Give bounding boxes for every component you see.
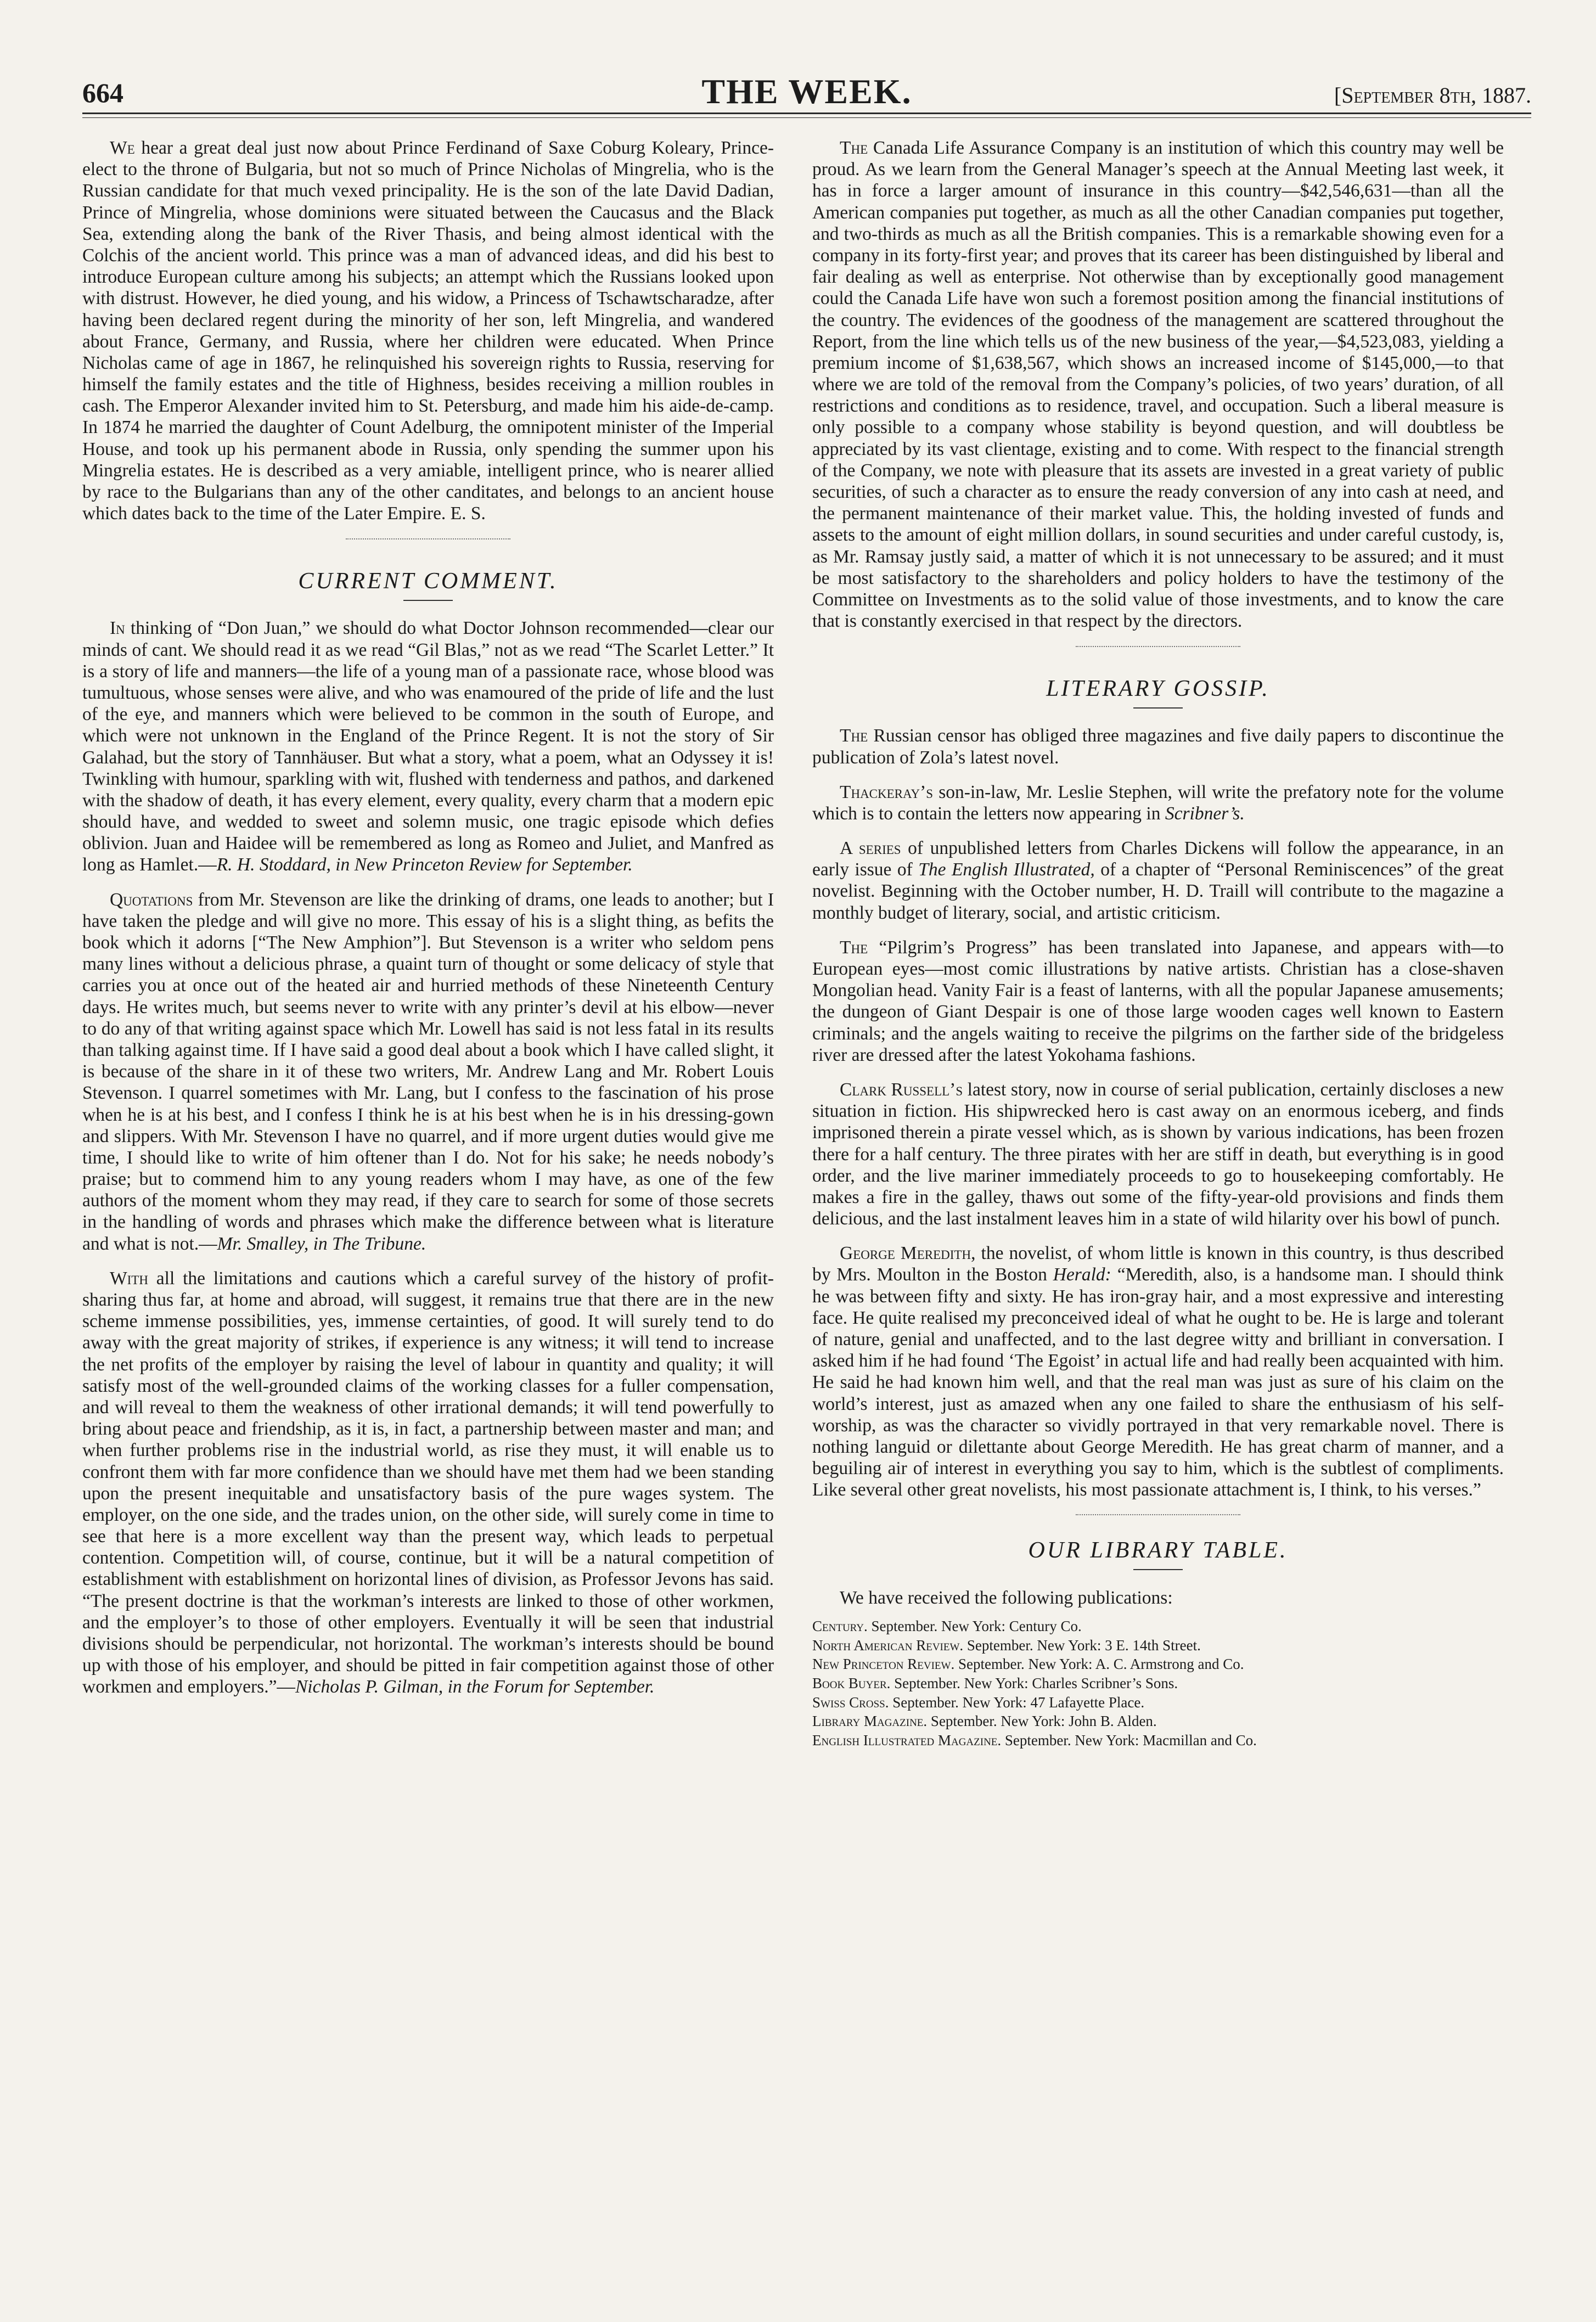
- comment-profit-sharing: [82, 1268, 774, 1698]
- publication-details: September. New York: 47 Lafayette Place.: [889, 1694, 1145, 1711]
- gossip-body: of unpublished letters from Charles Dickens will follow the appearance, in an early issue of: [812, 838, 1504, 880]
- publication-item: [812, 1712, 1504, 1731]
- publication-title: North American Review.: [812, 1637, 964, 1654]
- lead-word: We: [110, 138, 135, 158]
- publication-details: September. New York: 3 E. 14th Street.: [963, 1637, 1201, 1654]
- comment-body: from Mr. Stevenson are like the drinking of drams, one leads to another; but I have taken the pledge and will give no more. This essay of his is a slight thing, as befits the book which it adorns [“The New Amphion”]. But Stevenson is a writer who seldom pens many lines without a delicious phrase, a quaint turn of thought or some delicacy of style that carries you at once out of the heated air and hurried methods of these Nineteenth Century days. He writes much, but seems never to write with any printer’s devil at his elbow—never to do any of that writing against space which Mr. Lowell has said is not less fatal in its results than talking against time. If I have said a good deal about a book which I have called slight, it is because of the share in it of these two writers, Mr. Andrew Lang and Mr. Robert Louis Stevenson. I quarrel sometimes with Mr. Lang, but I confess to the fascination of his prose when he is at his best, and I confess I think he is at his best when he is in his dressing-gown and slippers. With Mr. Stevenson I have no quarrel, and if more urgent duties would give me time, I should like to write of him oftener than I do. Not for his sake; he needs nobody’s praise; but to commend him to any young readers whom I may have, as one of the few authors of the moment whom they may read, if they care to search for some of those secrets in the handling of words and phrases which make the difference between what is literature and what is not.—: [82, 889, 774, 1254]
- library-intro-text: have received the following publications:: [863, 1587, 1173, 1608]
- publication-title: Century.: [812, 1618, 868, 1635]
- comment-attribution: Nicholas P. Gilman, in the Forum for September.: [295, 1677, 655, 1697]
- publication-title: Library Magazine.: [812, 1713, 928, 1730]
- title-rule: [1133, 707, 1183, 709]
- publication-item: [812, 1636, 1504, 1655]
- section-title-library-table: OUR LIBRARY TABLE.: [1028, 1537, 1288, 1563]
- lead-word: The: [840, 138, 868, 158]
- lead-word: With: [110, 1268, 148, 1289]
- lead-word: Clark Russell’s: [840, 1079, 963, 1100]
- comment-stevenson: [82, 889, 774, 1255]
- publication-title: Book Buyer.: [812, 1675, 891, 1692]
- lead-word: The: [840, 937, 868, 958]
- lead-word: We: [840, 1587, 864, 1608]
- lead-word: A series: [840, 838, 901, 859]
- publication-details: September. New York: Charles Scribner’s Sons.: [890, 1675, 1178, 1692]
- left-column: [82, 137, 774, 1711]
- gossip-george-meredith: [812, 1242, 1504, 1500]
- comment-don-juan: [82, 617, 774, 875]
- comment-attribution: R. H. Stoddard, in New Princeton Review for September.: [216, 854, 633, 875]
- gossip-italic: The English Illustrated,: [918, 859, 1095, 880]
- gossip-body: “Pilgrim’s Progress” has been translated into Japanese, and appears with—to European eyes—most comic illustrations by native artists. Christian has a close-shaven Mongolian head. Vanity Fair is a feast of lanterns, with all the popular Japanese amusements; the dungeon of Giant Despair is one of those large wooden cages well known to Eastern criminals; and the angels waiting to receive the pilgrims on the farther side of the bridgeless river are dressed after the latest Yokohama fashions.: [812, 937, 1504, 1065]
- page-number: 664: [82, 77, 123, 108]
- gossip-body: son-in-law, Mr. Leslie Stephen, will write the prefatory note for the volume which is to contain the letters now appearing in: [812, 782, 1504, 824]
- lead-word: In: [110, 618, 125, 639]
- section-separator: [1076, 1514, 1240, 1515]
- gossip-italic: Scribner’s.: [1165, 803, 1245, 824]
- gossip-dickens: [812, 837, 1504, 924]
- journal-title: THE WEEK.: [701, 72, 912, 111]
- library-intro: [812, 1587, 1504, 1610]
- publication-title: Swiss Cross.: [812, 1694, 889, 1711]
- publication-item: [812, 1731, 1504, 1750]
- article-prince-nicholas: [82, 137, 774, 524]
- publication-title: New Princeton Review.: [812, 1656, 955, 1673]
- lead-word: Thackeray’s: [840, 782, 934, 802]
- gossip-body: the novelist, of whom little is known in this country, is thus described by Mrs. Moulton in the Boston: [812, 1243, 1504, 1285]
- title-rule: [403, 600, 453, 601]
- article-body: hear a great deal just now about Prince Ferdinand of Saxe Coburg Koleary, Prince-elect to the throne of Bulgaria, but not so much of Prince Nicholas of Mingrelia, who is the Russian candidate for that much vexed principality. He is the son of the late David Dadian, Prince of Mingrelia, whose dominions were situated between the Caucasus and the Black Sea, extending along the bank of the River Thasis, and being almost identical with the Colchis of the ancient world. This prince was a man of advanced ideas, and did his best to introduce European culture among his subjects; an attempt which the Russians looked upon with distrust. However, he died young, and his widow, a Princess of Tschawtscharadze, after having been declared regent during the minority of her son, left Mingrelia, and wandered about France, Germany, and Russia, where her children were educated. When Prince Nicholas came of age in 1867, he relinquished his sovereign rights to Russia, reserving for himself the family estates and the title of Highness, besides receiving a million roubles in cash. The Emperor Alexander invited him to St. Petersburg, and made him his aide-de-camp. In 1874 he married the daughter of Count Adelburg, the omnipotent minister of the Imperial House, and took up his permanent abode in Russia, only spending the summer upon his Mingrelia estates. He is described as a very amiable, intelligent prince, who is nearer allied by race to the Bulgarians than any of the other canditates, and belongs to an ancient house which dates back to the time of the Later Empire. E. S.: [82, 138, 774, 524]
- comment-body: thinking of “Don Juan,” we should do what Doctor Johnson recommended—clear our minds of cant. We should read it as we read “Gil Blas,” not as we read “The Scarlet Letter.” It is a story of life and manners—the life of a young man of a passionate race, whose blood was tumultuous, whose senses were alive, and who was enamoured of the pride of life and the lust of the eye, and manners which were believed to be common in the south of Europe, and which were not unknown in the England of the Prince Regent. It is not the story of Sir Galahad, but the story of Tannhäuser. But what a story, what a poem, what an Odyssey it is! Twinkling with humour, sparkling with wit, flushed with tenderness and pathos, and darkened with the shadow of death, it has every element, every quality, every charm that a modern epic should have, and wedded to sweet and solemn music, one tragic episode which defies oblivion. Juan and Haidee will be remembered as long as Romeo and Juliet, and Manfred as long as Hamlet.—: [82, 618, 774, 875]
- gossip-russian-censor: [812, 725, 1504, 768]
- publication-list: [812, 1617, 1504, 1750]
- lead-word: George Meredith,: [840, 1243, 976, 1264]
- gossip-thackeray: [812, 782, 1504, 824]
- section-separator: [346, 538, 510, 539]
- header-rule: [82, 113, 1531, 114]
- publication-details: September. New York: Macmillan and Co.: [1001, 1731, 1257, 1748]
- publication-item: [812, 1617, 1504, 1636]
- gossip-body: latest story, now in course of serial publication, certainly discloses a new situation in fiction. His shipwrecked hero is cast away on an enormous iceberg, and finds imprisoned therein a pirate vessel which, as is shown by various indications, has been frozen there for a half century. The three pirates with her are stiff in death, but everything is in good order, and the live mariner immediately proceeds to go to housekeeping comfortably. He makes a fire in the galley, thaws out some of the fifty-year-old provisions and finds them delicious, and the last instalment leaves him in a state of wild hilarity over his bowl of punch.: [812, 1079, 1504, 1229]
- gossip-pilgrims-progress: [812, 937, 1504, 1066]
- publication-title: English Illustrated Magazine.: [812, 1731, 1002, 1748]
- section-title-literary-gossip: LITERARY GOSSIP.: [1046, 676, 1270, 702]
- lead-word: Quotations: [110, 889, 193, 910]
- comment-body: all the limitations and cautions which a careful survey of the history of profit-sharing thus far, at home and abroad, will suggest, it remains true that there are in the new scheme immense possibilities, yes, immense certainties, of good. It will surely tend to do away with the great majority of strikes, if experience is any witness; it will tend to increase the net profits of the employer by raising the level of labour in quantity and quality; it will satisfy most of the well-grounded claims of the working classes for a fuller compensation, and will reveal to them the weakness of other irrational demands; it will tend powerfully to bring about peace and friendship, as it is, in fact, a partnership between master and man; and when further problems rise in the industrial world, as rise they must, it will enable us to confront them with far more confidence than we should have met them had we been standing upon the present inequitable and unsatisfactory basis of the pure wages system. The employer, on the one side, and the trades union, on the other side, will surely come in time to see that here is a more excellent way than the present way, which leads to perpetual contention. Competition will, of course, continue, but it will be a natural competition of establishment with establishment on horizontal lines of division, as Professor Jevons has said. “The present doctrine is that the workman’s interests are linked to those of other workmen, and the employer’s to those of other employers. Eventually it will be seen that industrial divisions should be perpendicular, not horizontal. The workman’s interests should be bound up with those of his employer, and should be pitted in fair competition against those of other workmen and employers.”—: [82, 1268, 774, 1697]
- comment-attribution: Mr. Smalley, in The Tribune.: [217, 1233, 426, 1254]
- section-separator: [1076, 646, 1240, 647]
- gossip-clark-russell: [812, 1079, 1504, 1229]
- publication-item: [812, 1674, 1504, 1693]
- lead-word: The: [840, 726, 868, 746]
- gossip-body: “Meredith, also, is a handsome man. I should think he was between fifty and sixty. He has iron-gray hair, and a most expressive and interesting face. He quite realised my preconceived ideal of what he ought to be. He is large and tolerant of nature, genial and unaffected, and to the last degree witty and brilliant in conversation. I asked him if he had found ‘The Egoist’ in actual life and had really been acquainted with him. He said he had known him well, and that the real man was just as sure of his claim on the world’s interest, just as amazed when any one failed to share the enthusiasm of his self-worship, as was the character so vividly portrayed in that very remarkable novel. There is nothing languid or dilettante about George Meredith. He has great charm of manner, and a beguiling air of interest in everything you say to him, which is the subtlest of compliments. Like several other great novelists, his most passionate attachment is, I think, to his verses.”: [812, 1264, 1504, 1500]
- gossip-body: of a chapter of “Personal Reminiscences” of the great novelist. Beginning with the October number, H. D. Traill will contribute to the magazine a monthly budget of literary, social, and artistic criticism.: [812, 859, 1504, 923]
- gossip-body: Russian censor has obliged three magazines and five daily papers to discontinue the publication of Zola’s latest novel.: [812, 726, 1504, 768]
- gossip-italic: Herald:: [1053, 1264, 1111, 1285]
- publication-details: September. New York: John B. Alden.: [927, 1713, 1157, 1730]
- publication-details: September. New York: Century Co.: [867, 1618, 1082, 1635]
- issue-date: [September 8th, 1887.: [1334, 83, 1531, 108]
- publication-details: September. New York: A. C. Armstrong and Co.: [954, 1656, 1244, 1673]
- article-canada-life: [812, 137, 1504, 632]
- title-rule: [1133, 1569, 1183, 1570]
- publication-item: [812, 1693, 1504, 1712]
- section-title-current-comment: CURRENT COMMENT.: [298, 569, 558, 594]
- right-column: [812, 137, 1504, 1750]
- article-body: Canada Life Assurance Company is an institution of which this country may well be proud. As we learn from the General Manager’s speech at the Annual Meeting last week, it has in force a larger amount of insurance in this country—$42,546,631—than all the American companies put together, as much as all the other Canadian companies put together, and two-thirds as much as all the British companies. This is a remarkable showing even for a company in its forty-first year; and proves that its career has been distinguished by liberal and fair dealing as well as enterprise. Not otherwise than by exceptionally good management could the Canada Life have won such a foremost position among the financial institutions of the country. The evidences of the goodness of the management are scattered throughout the Report, from the line which tells us of the new business of the year,—$4,523,083, yielding a premium income of $1,638,567, which shows an increased income of $145,000,—to that where we are told of the removal from the Company’s policies, of two years’ duration, of all restrictions and conditions as to residence, travel, and occupation. Such a liberal measure is only possible to a company whose stability is beyond question, and will doubtless be appreciated by its vast clientage, existing and to come. With respect to the financial strength of the Company, we note with pleasure that its assets are invested in a great variety of public securities, of such a character as to ensure the ready conversion of any into cash at need, and the permanent maintenance of their market value. This, the holding invested of funds and assets to the amount of eight million dollars, in sound securities and under careful custody, is, as Mr. Ramsay justly said, a matter of which it is not unnecessary to be assured; and it must be most satisfactory to the shareholders and policy holders to have the testimony of the Committee on Investments as to the solid value of those investments, and to know the care that is constantly exercised in that respect by the directors.: [812, 138, 1504, 632]
- publication-item: [812, 1655, 1504, 1674]
- header-rule-thin: [82, 117, 1531, 118]
